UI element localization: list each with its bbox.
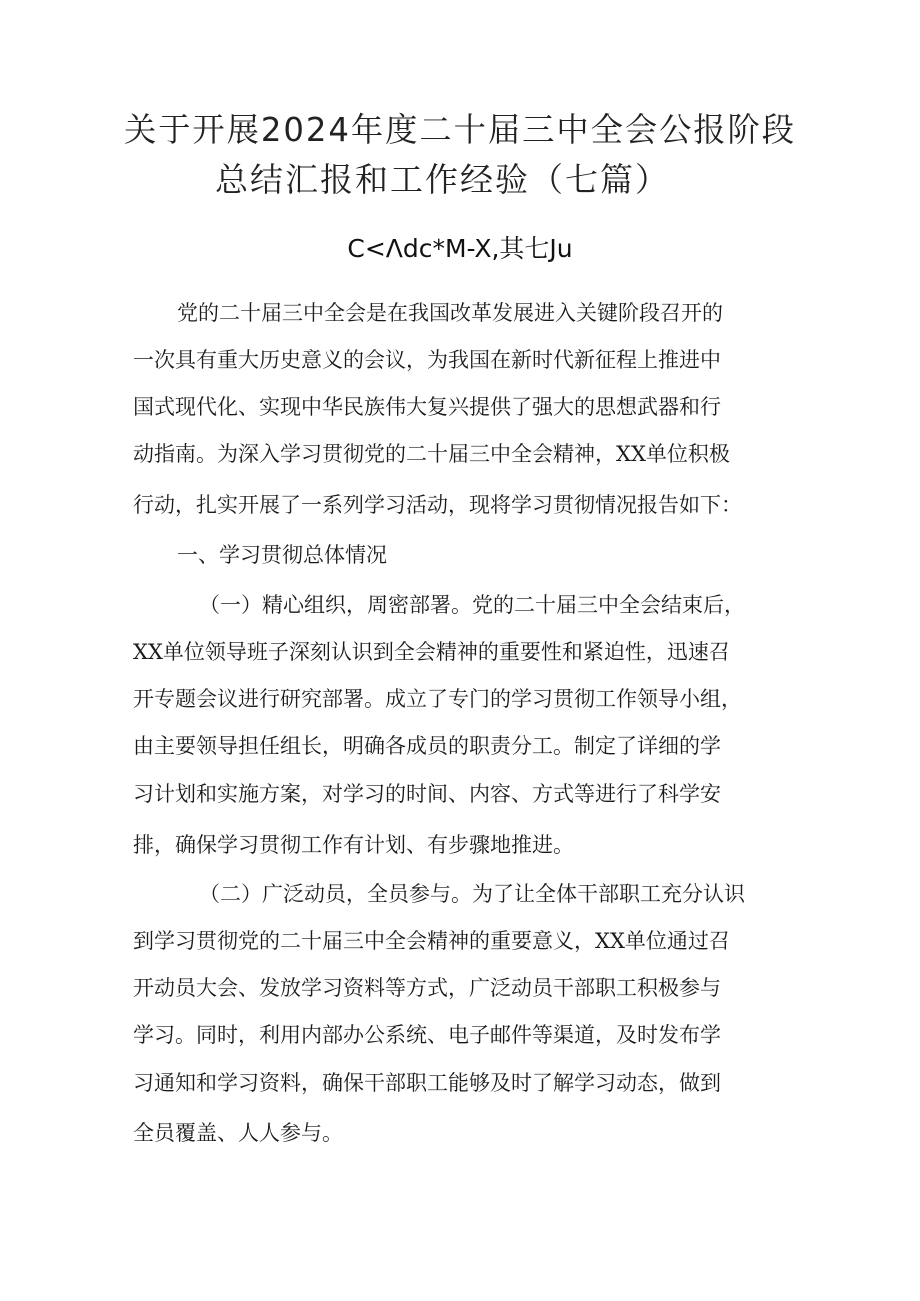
- paragraph-line: 排，确保学习贯彻工作有计划、有步骤地推进。: [133, 833, 574, 857]
- paragraph-line: 党的二十届三中全会是在我国改革发展进入关键阶段召开的: [177, 301, 723, 325]
- section-heading: 一、学习贯彻总体情况: [177, 543, 387, 567]
- paragraph-line: 由主要领导担任组长，明确各成员的职责分工。制定了详细的学: [133, 734, 721, 758]
- paragraph-line: 开专题会议进行研究部署。成立了专门的学习贯彻工作领导小组，: [133, 687, 742, 711]
- paragraph-line: 一次具有重大历史意义的会议，为我国在新时代新征程上推进中: [133, 348, 721, 372]
- paragraph-line: （一）精心组织，周密部署。党的二十届三中全会结束后，: [199, 593, 745, 617]
- paragraph-line: 国式现代化、实现中华民族伟大复兴提供了强大的思想武器和行: [133, 395, 721, 419]
- paragraph-line: 学习。同时，利用内部办公系统、电子邮件等渠道，及时发布学: [133, 1023, 721, 1047]
- paragraph-line: 全员覆盖、人人参与。: [133, 1121, 343, 1145]
- paragraph-line: XX单位领导班子深刻认识到全会精神的重要性和紧迫性，迅速召: [133, 640, 730, 664]
- paragraph-line: 习通知和学习资料，确保干部职工能够及时了解学习动态，做到: [133, 1071, 721, 1095]
- document-subtitle: C<Λdc*M-X,其七Ju: [347, 234, 573, 263]
- paragraph-line: 开动员大会、发放学习资料等方式，广泛动员干部职工积极参与: [133, 976, 721, 1000]
- document-title-line-1: 关于开展2024年度二十届三中全会公报阶段: [123, 110, 797, 149]
- paragraph-line: 习计划和实施方案，对学习的时间、内容、方式等进行了科学安: [133, 782, 721, 806]
- paragraph-line: （二）广泛动员，全员参与。为了让全体干部职工充分认识: [199, 882, 745, 906]
- paragraph-line: 行动，扎实开展了一系列学习活动，现将学习贯彻情况报告如下：: [133, 493, 742, 517]
- paragraph-line: 动指南。为深入学习贯彻党的二十届三中全会精神，XX单位积极: [133, 442, 730, 466]
- document-title-line-2: 总结汇报和工作经验（七篇）: [215, 160, 670, 199]
- paragraph-line: 到学习贯彻党的二十届三中全会精神的重要意义，XX单位通过召: [133, 929, 730, 953]
